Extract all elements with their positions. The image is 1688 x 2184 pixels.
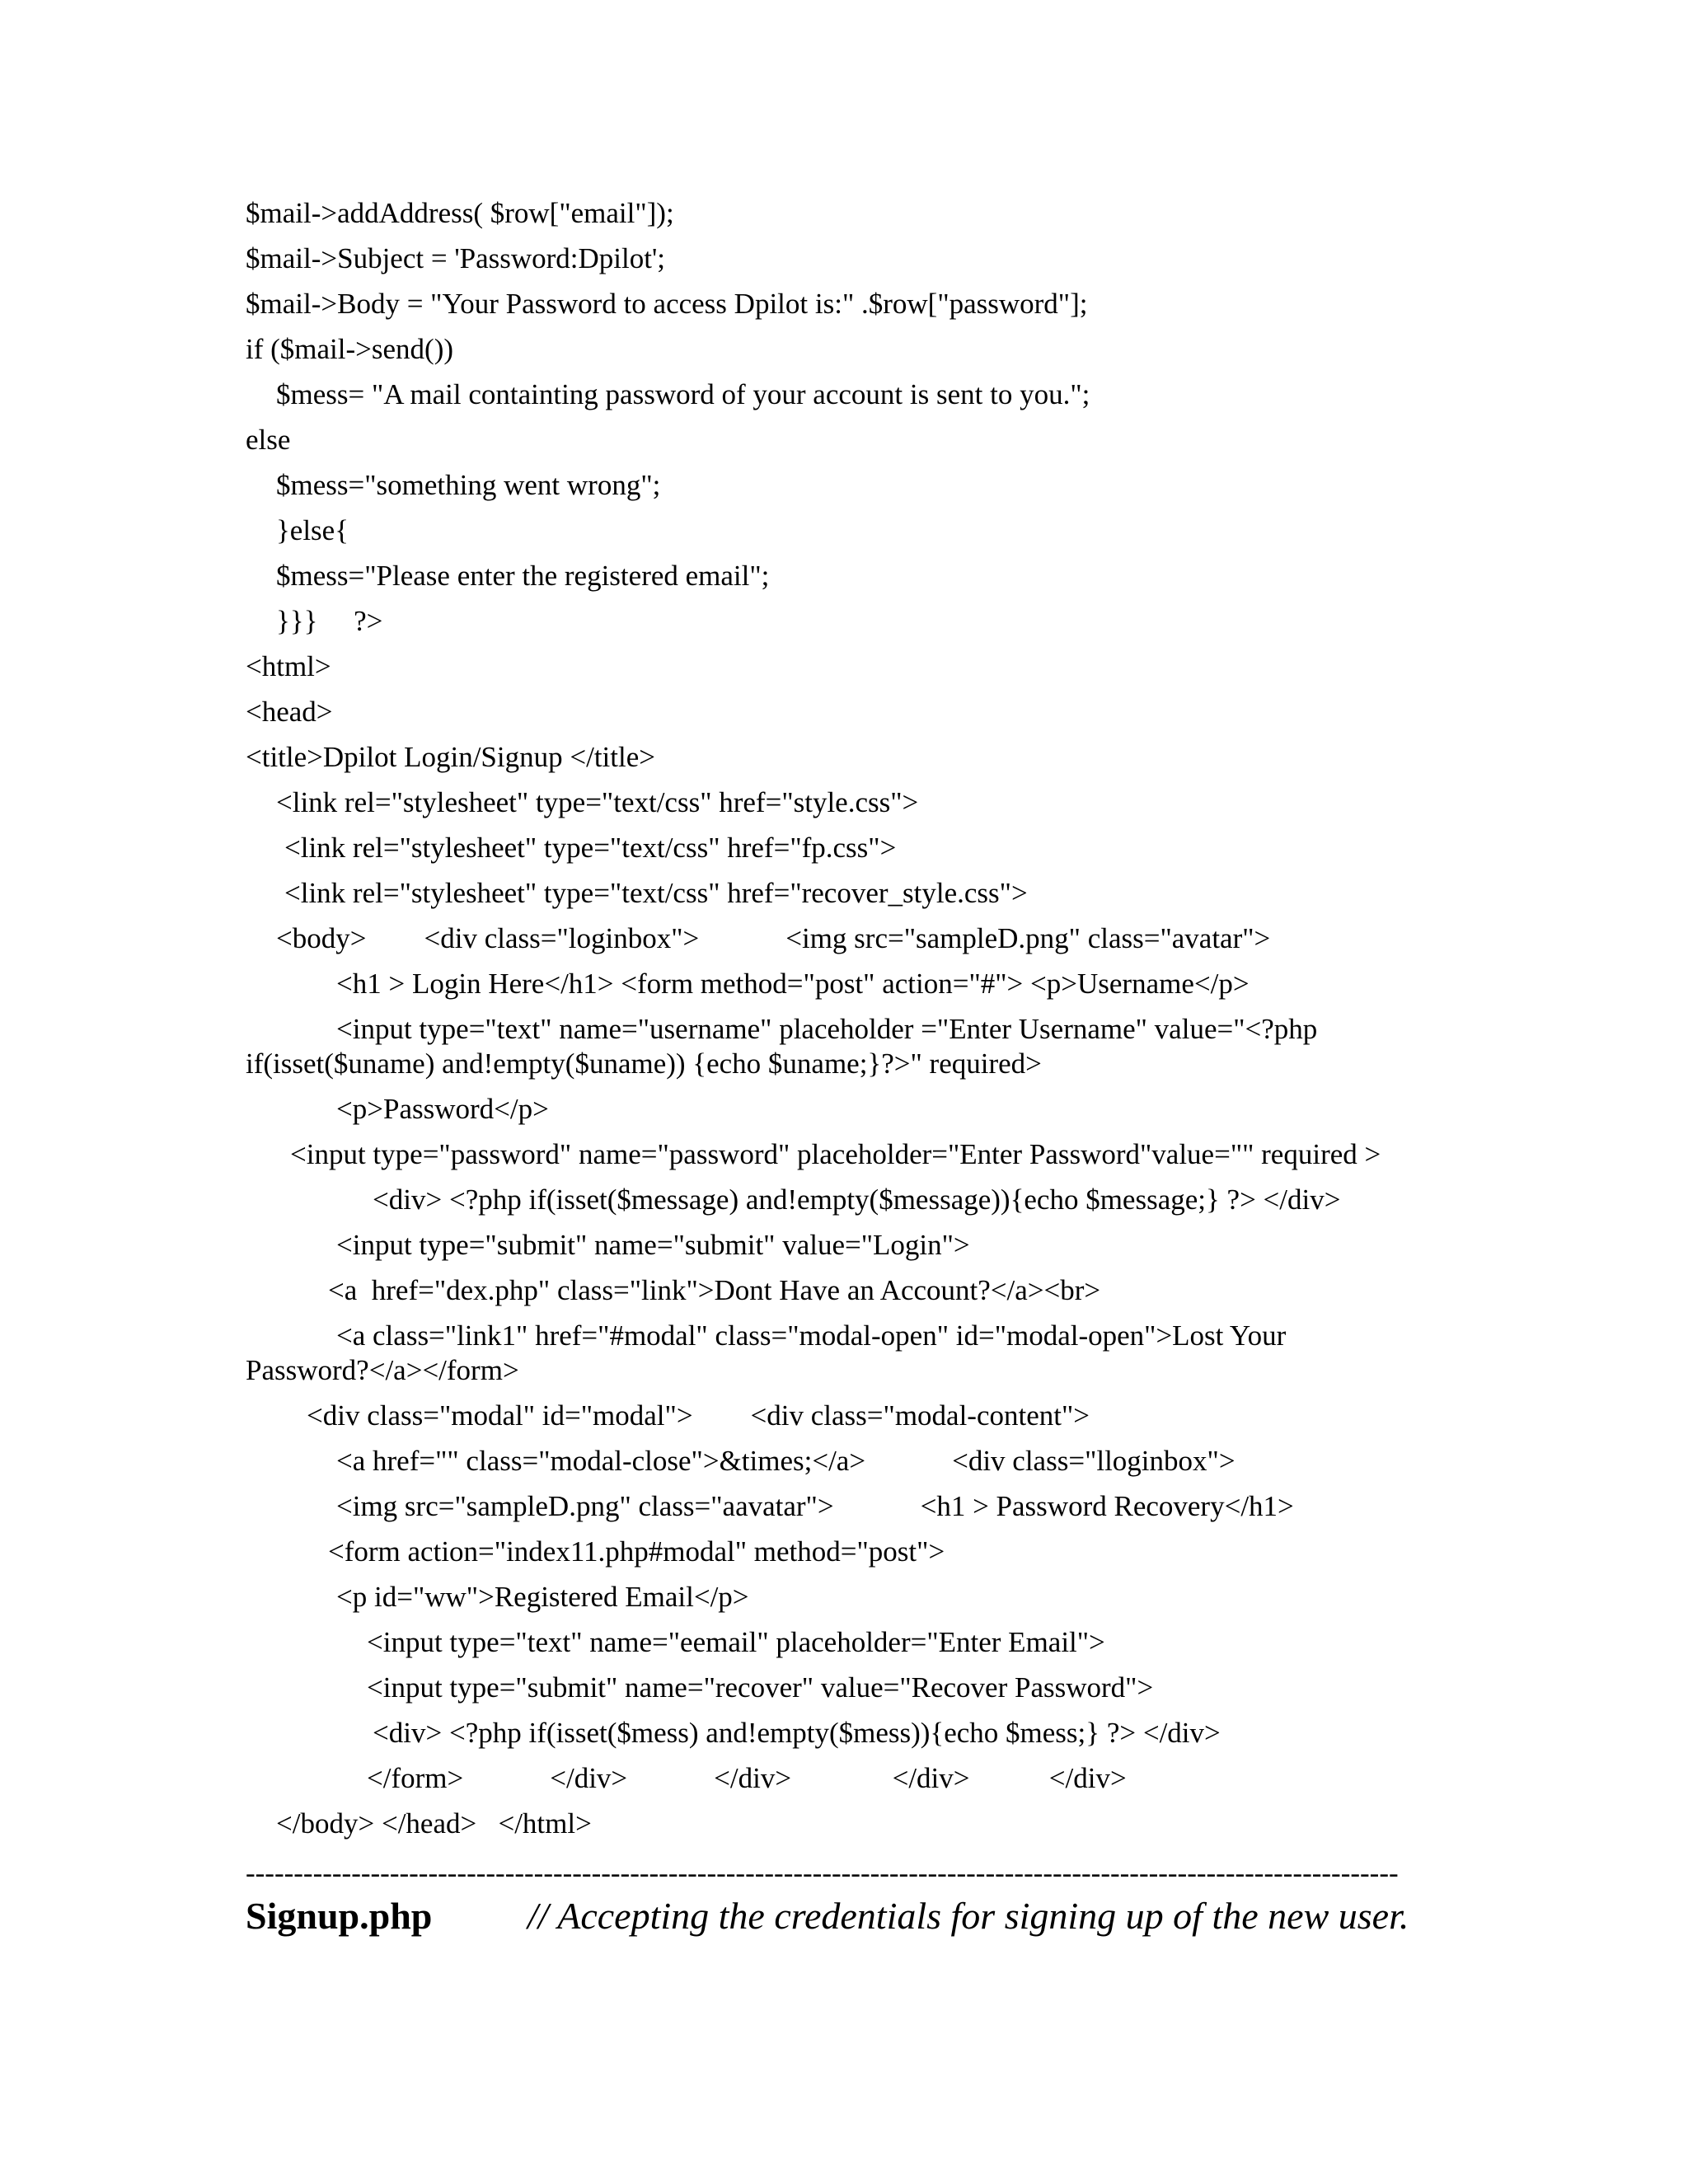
- code-line: <form action="index11.php#modal" method="post">: [328, 1535, 945, 1568]
- code-line: <a class="link1" href="#modal" class="modal-open" id="modal-open">Lost Your: [336, 1319, 1287, 1352]
- code-line: </body> </head> </html>: [276, 1807, 592, 1840]
- code-line: <head>: [246, 696, 333, 728]
- code-line: <title>Dpilot Login/Signup </title>: [246, 741, 656, 773]
- code-line: $mail->Subject = 'Password:Dpilot';: [246, 242, 666, 274]
- code-line: $mess="Please enter the registered email";: [276, 560, 770, 592]
- code-line: <img src="sampleD.png" class="aavatar"> <h1 > Password Recovery</h1>: [336, 1490, 1294, 1522]
- section-divider: ------------------------------------------------------------------------------------------------------------------------: [246, 1857, 1399, 1889]
- code-line: <p id="ww">Registered Email</p>: [336, 1581, 749, 1613]
- section-description: // Accepting the credentials for signing up of the new user.: [528, 1895, 1409, 1937]
- code-line: <input type="submit" name="submit" value="Login">: [336, 1229, 970, 1261]
- code-line: <div class="modal" id="modal"> <div class="modal-content">: [307, 1399, 1090, 1432]
- code-line: $mail->Body = "Your Password to access Dpilot is:" .$row["password"];: [246, 288, 1088, 320]
- code-line: }}} ?>: [276, 605, 383, 637]
- code-line: <div> <?php if(isset($mess) and!empty($mess)){echo $mess;} ?> </div>: [373, 1717, 1221, 1749]
- section-title: Signup.php: [246, 1895, 433, 1937]
- code-line: $mail->addAddress( $row["email"]);: [246, 197, 674, 229]
- code-line: <input type="password" name="password" placeholder="Enter Password"value="" required >: [290, 1138, 1381, 1170]
- code-line: <body> <div class="loginbox"> <img src="sampleD.png" class="avatar">: [276, 922, 1271, 954]
- code-line: Password?</a></form>: [246, 1354, 519, 1386]
- code-line: <a href="dex.php" class="link">Dont Have an Account?</a><br>: [328, 1274, 1101, 1306]
- code-line: else: [246, 424, 291, 456]
- code-line: <input type="text" name="username" placeholder ="Enter Username" value="<?php: [336, 1013, 1318, 1045]
- code-line: }else{: [276, 514, 349, 546]
- code-line: </form> </div> </div> </div> </div>: [367, 1762, 1127, 1794]
- code-line: <link rel="stylesheet" type="text/css" href="recover_style.css">: [284, 877, 1028, 909]
- code-line: if ($mail->send()): [246, 333, 454, 365]
- code-line: $mess="something went wrong";: [276, 469, 661, 501]
- code-line: $mess= "A mail containting password of your account is sent to you.";: [276, 378, 1090, 410]
- code-line: <h1 > Login Here</h1> <form method="post" action="#"> <p>Username</p>: [336, 968, 1250, 1000]
- code-line: <a href="" class="modal-close">&times;</a> <div class="lloginbox">: [336, 1445, 1236, 1477]
- code-line: <div> <?php if(isset($message) and!empty($message)){echo $message;} ?> </div>: [373, 1183, 1341, 1216]
- code-line: <link rel="stylesheet" type="text/css" href="style.css">: [276, 786, 919, 818]
- code-line: <link rel="stylesheet" type="text/css" href="fp.css">: [284, 832, 897, 864]
- code-line: <input type="submit" name="recover" value="Recover Password">: [367, 1671, 1154, 1704]
- code-line: if(isset($uname) and!empty($uname)) {echo $uname;}?>" required>: [246, 1047, 1042, 1080]
- code-line: <input type="text" name="eemail" placeholder="Enter Email">: [367, 1626, 1105, 1658]
- code-line: <html>: [246, 650, 331, 682]
- code-line: <p>Password</p>: [336, 1093, 549, 1125]
